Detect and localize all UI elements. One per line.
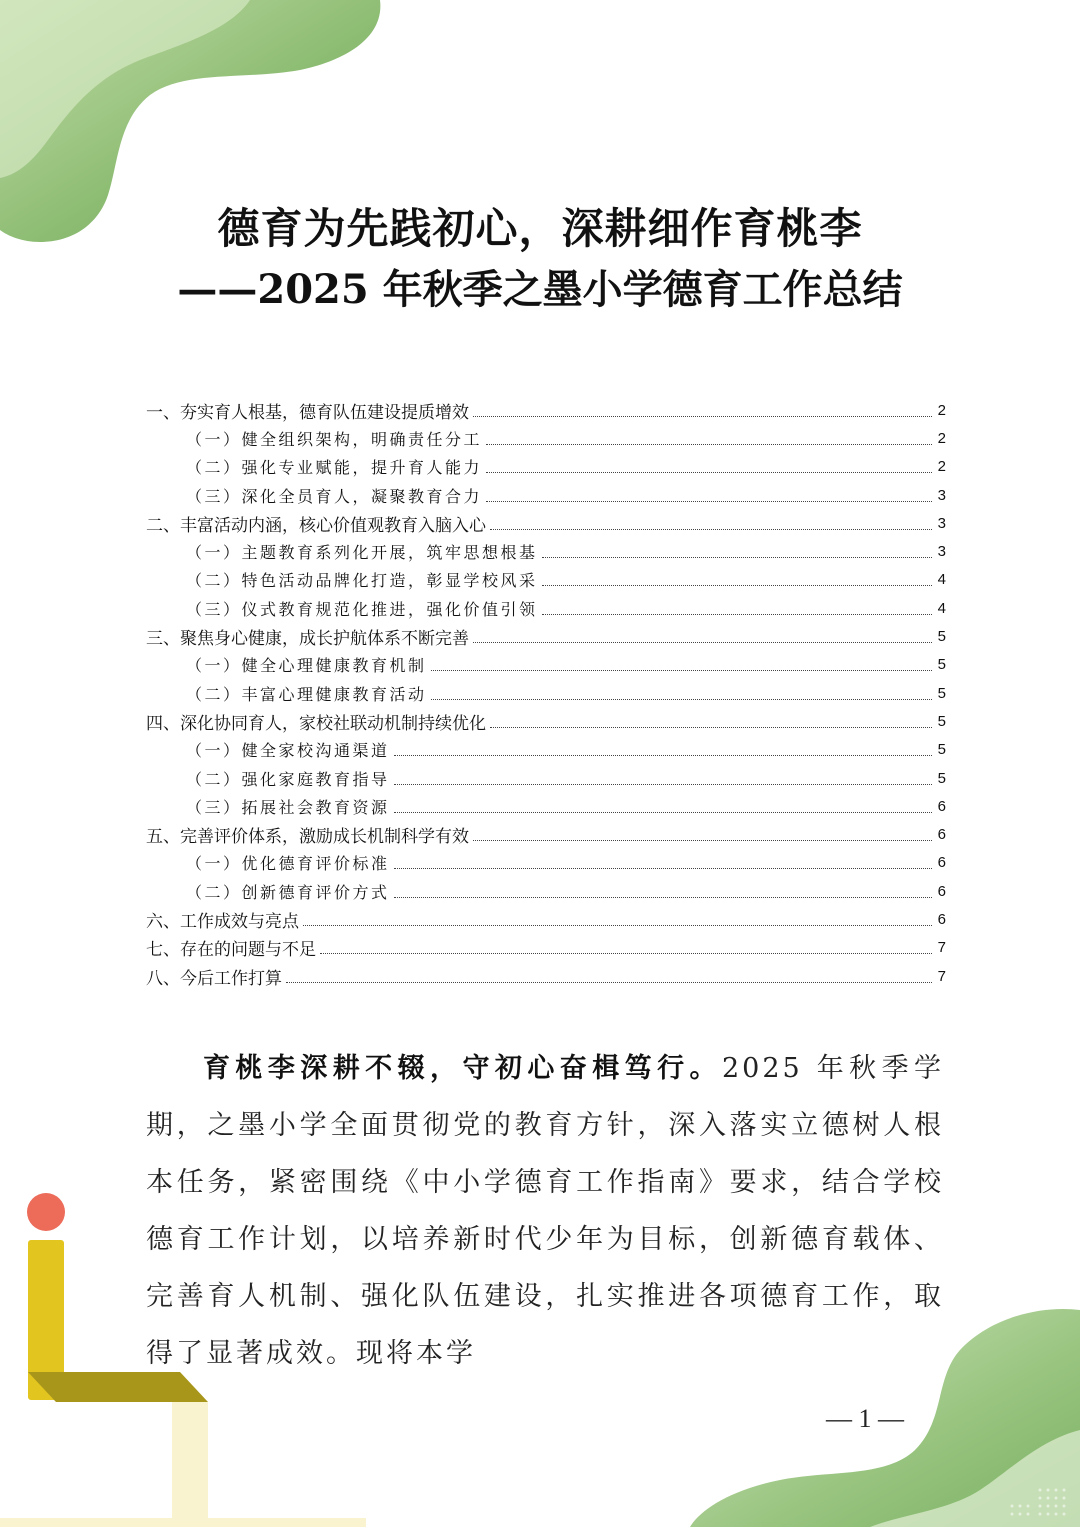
toc-entry[interactable] (146, 481, 946, 509)
toc-leader-dots (486, 472, 932, 473)
toc-leader-dots (490, 529, 932, 530)
toc-entry-label: 五、完善评价体系，激励成长机制科学有效 (146, 822, 469, 847)
toc-entry-page: 2 (937, 401, 946, 419)
toc-entry-page: 6 (937, 826, 946, 844)
toc-entry-label: （一）健全组织架构，明确责任分工 (146, 427, 482, 450)
toc-leader-dots (486, 501, 932, 502)
toc-entry-label: （一）优化德育评价标准 (146, 851, 390, 874)
toc-entry-page: 6 (937, 910, 946, 928)
toc-entry-label: （二）强化家庭教育指导 (146, 767, 390, 790)
toc-entry-label: （二）创新德育评价方式 (146, 880, 390, 903)
coral-dot (27, 1193, 65, 1231)
toc-entry-page: 5 (937, 628, 946, 646)
toc-entry[interactable] (146, 651, 946, 679)
toc-entry[interactable] (146, 905, 946, 933)
cream-base (0, 1518, 366, 1527)
body-paragraph (146, 1040, 944, 1382)
toc-entry-label: （一）主题教育系列化开展，筑牢思想根基 (146, 540, 538, 563)
toc-entry-label: 四、深化协同育人，家校社联动机制持续优化 (146, 709, 486, 734)
toc-entry-page: 4 (937, 599, 946, 617)
toc-entry-label: （三）深化全员育人，凝聚教育合力 (146, 484, 482, 507)
toc-entry-label: （二）丰富心理健康教育活动 (146, 682, 427, 705)
toc-entry-page: 5 (937, 656, 946, 674)
toc-leader-dots (473, 416, 932, 417)
toc-entry-page: 5 (937, 741, 946, 759)
toc-entry-page: 3 (937, 543, 946, 561)
toc-entry-label: 一、夯实育人根基，德育队伍建设提质增效 (146, 398, 469, 423)
toc-leader-dots (431, 670, 932, 671)
toc-entry[interactable] (146, 820, 946, 848)
toc-entry-label: （三）仪式教育规范化推进，强化价值引领 (146, 597, 538, 620)
toc-leader-dots (490, 727, 932, 728)
toc-entry-page: 7 (937, 939, 946, 957)
toc-entry[interactable] (146, 849, 946, 877)
toc-entry-page: 6 (937, 854, 946, 872)
toc-entry[interactable] (146, 764, 946, 792)
table-of-contents (146, 396, 946, 990)
toc-entry-page: 4 (937, 571, 946, 589)
toc-entry[interactable] (146, 566, 946, 594)
document-title: 德育为先践初心，深耕细作育桃李 (217, 204, 863, 253)
toc-entry[interactable] (146, 594, 946, 622)
toc-entry-label: （一）健全家校沟通渠道 (146, 738, 390, 761)
toc-entry[interactable] (146, 509, 946, 537)
paragraph-text: 2025 年秋季学期，之墨小学全面贯彻党的教育方针，深入落实立德树人根本任务，紧密围绕《中小学德育工作指南》要求，结合学校德育工作计划，以培养新时代少年为目标，创新德育载体、完善育人机制、强化队伍建设，扎实推进各项德育工作，取得了显著成效。现将本学 (146, 1053, 945, 1369)
toc-leader-dots (542, 557, 932, 558)
toc-leader-dots (394, 812, 932, 813)
toc-leader-dots (303, 925, 932, 926)
toc-entry-page: 3 (937, 486, 946, 504)
toc-leader-dots (286, 982, 932, 983)
toc-entry-label: 七、存在的问题与不足 (146, 935, 316, 960)
toc-entry-page: 3 (937, 514, 946, 532)
toc-leader-dots (394, 897, 932, 898)
toc-leader-dots (542, 585, 932, 586)
toc-entry-page: 5 (937, 769, 946, 787)
toc-leader-dots (394, 755, 932, 756)
toc-entry[interactable] (146, 396, 946, 424)
cream-bar (172, 1402, 208, 1527)
toc-entry-page: 7 (937, 967, 946, 985)
toc-entry-label: （二）特色活动品牌化打造，彰显学校风采 (146, 568, 538, 591)
toc-leader-dots (542, 614, 932, 615)
toc-entry-label: 八、今后工作打算 (146, 964, 282, 989)
toc-entry-label: （三）拓展社会教育资源 (146, 795, 390, 818)
toc-entry[interactable] (146, 962, 946, 990)
toc-leader-dots (320, 953, 932, 954)
toc-entry-label: 三、聚焦身心健康，成长护航体系不断完善 (146, 624, 469, 649)
toc-leader-dots (486, 444, 932, 445)
toc-entry-label: （二）强化专业赋能，提升育人能力 (146, 455, 482, 478)
toc-entry[interactable] (146, 792, 946, 820)
toc-entry-page: 6 (937, 882, 946, 900)
toc-leader-dots (394, 868, 932, 869)
toc-leader-dots (473, 840, 932, 841)
toc-entry[interactable] (146, 453, 946, 481)
toc-leader-dots (431, 699, 932, 700)
toc-entry-page: 2 (937, 458, 946, 476)
toc-leader-dots (394, 784, 932, 785)
toc-entry[interactable] (146, 707, 946, 735)
toc-entry-label: 六、工作成效与亮点 (146, 907, 299, 932)
toc-entry[interactable] (146, 934, 946, 962)
toc-entry[interactable] (146, 679, 946, 707)
toc-entry[interactable] (146, 877, 946, 905)
toc-entry-page: 5 (937, 684, 946, 702)
toc-entry[interactable] (146, 424, 946, 452)
page-number: — 1 — (826, 1404, 904, 1433)
toc-entry-label: 二、丰富活动内涵，核心价值观教育入脑入心 (146, 511, 486, 536)
toc-entry[interactable] (146, 622, 946, 650)
toc-entry[interactable] (146, 736, 946, 764)
toc-entry-page: 2 (937, 429, 946, 447)
toc-entry[interactable] (146, 537, 946, 565)
document-subtitle: ——2025 年秋季之墨小学德育工作总结 (177, 266, 903, 313)
toc-entry-page: 5 (937, 712, 946, 730)
lead-sentence: 育桃李深耕不辍，守初心奋楫笃行。 (203, 1053, 722, 1084)
toc-leader-dots (473, 642, 932, 643)
toc-entry-page: 6 (937, 797, 946, 815)
toc-entry-label: （一）健全心理健康教育机制 (146, 653, 427, 676)
